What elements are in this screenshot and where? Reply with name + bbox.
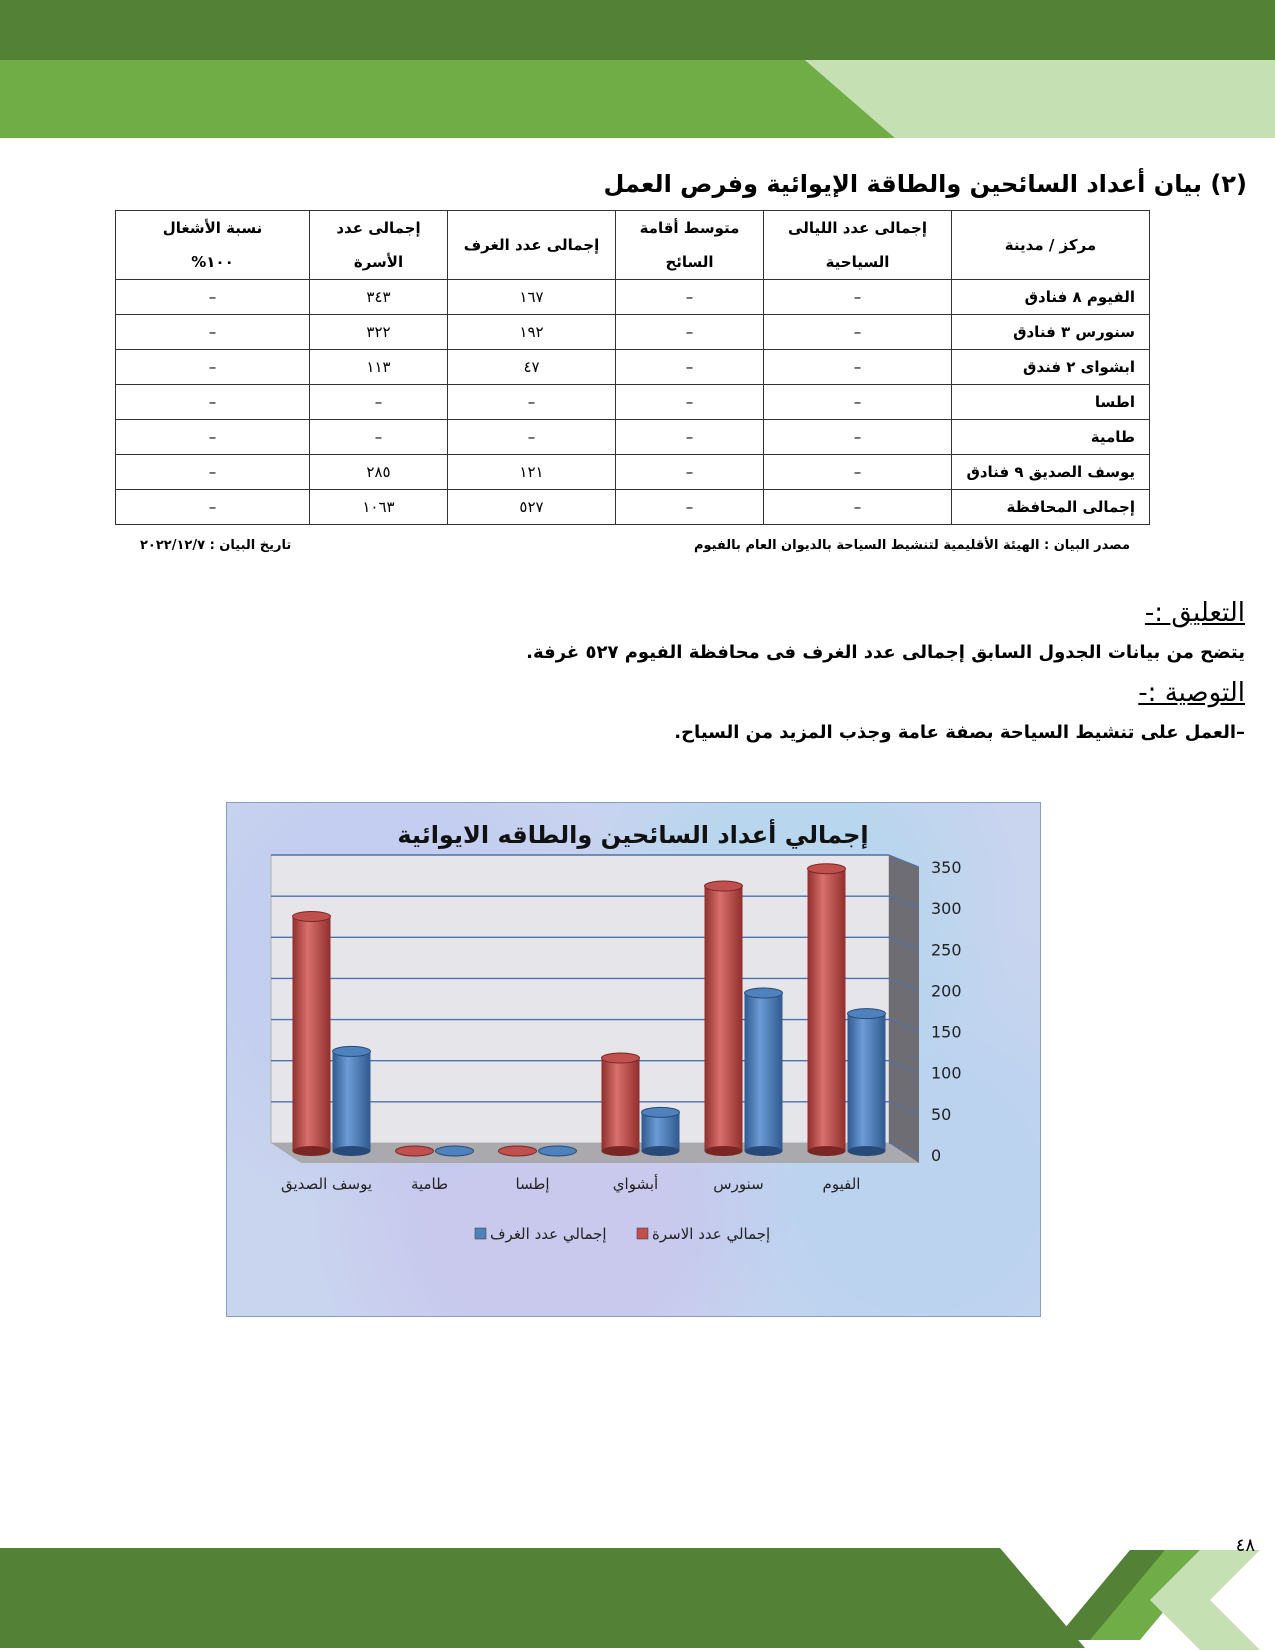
table-cell: – — [764, 350, 952, 385]
table-row — [116, 315, 1150, 350]
header-band — [0, 0, 1275, 140]
table-cell: – — [616, 385, 764, 420]
bar-beds — [602, 1058, 640, 1151]
bar-base — [293, 1146, 331, 1156]
bar-beds-zero — [396, 1146, 434, 1156]
page-number: ٤٨ — [1235, 1535, 1255, 1556]
recommendation-heading: التوصية :- — [1138, 678, 1245, 708]
table-body — [116, 280, 1150, 525]
legend-swatch — [475, 1228, 486, 1239]
table-cell: – — [764, 455, 952, 490]
tourism-table — [115, 210, 1150, 525]
header-line: السياحية — [825, 253, 890, 271]
header-line: إجمالى عدد — [336, 219, 421, 237]
comment-heading: التعليق :- — [1144, 598, 1245, 628]
header-line: السائح — [665, 253, 714, 271]
table-cell: – — [616, 350, 764, 385]
table-cell: – — [616, 490, 764, 525]
table-cell: ١٩٢ — [448, 315, 616, 350]
table-cell-city: اطسا — [952, 385, 1150, 420]
y-tick-label: 200 — [931, 981, 962, 1001]
table-cell: – — [116, 420, 310, 455]
table-cell: – — [764, 420, 952, 455]
bar-cap — [745, 988, 783, 998]
comment-text: يتضح من بيانات الجدول السابق إجمالى عدد الغرف فى محافظة الفيوم ٥٢٧ غرفة. — [526, 642, 1245, 663]
source-line — [140, 538, 1130, 558]
table-row — [116, 385, 1150, 420]
table-cell: – — [616, 455, 764, 490]
chart-title: إجمالي أعداد السائحين والطاقه الايوائية — [397, 821, 869, 849]
bar-base — [333, 1146, 371, 1156]
table-cell: ١٦٧ — [448, 280, 616, 315]
y-tick-label: 150 — [931, 1022, 962, 1042]
y-tick-label: 100 — [931, 1063, 962, 1083]
table-cell: ٢٨٥ — [310, 455, 448, 490]
bar-cap — [333, 1046, 371, 1056]
bar-rooms — [848, 1014, 886, 1151]
table-cell: ١٠٦٣ — [310, 490, 448, 525]
legend-label: إجمالي عدد الغرف — [490, 1225, 607, 1243]
table-cell: ١٢١ — [448, 455, 616, 490]
table-cell: – — [616, 420, 764, 455]
bar-rooms — [745, 993, 783, 1151]
table-row — [116, 280, 1150, 315]
table-cell: – — [116, 385, 310, 420]
bar-rooms-zero — [436, 1146, 474, 1156]
legend-swatch — [637, 1228, 648, 1239]
header-line: نسبة الأشغال — [162, 219, 263, 237]
header-dark-stripe — [0, 0, 1275, 60]
bar-base — [808, 1146, 846, 1156]
bar-cap — [808, 864, 846, 874]
header-line: متوسط أقامة — [639, 219, 740, 237]
bar-cap — [602, 1053, 640, 1063]
table-row — [116, 420, 1150, 455]
bar-base — [602, 1146, 640, 1156]
table-cell: ٤٧ — [448, 350, 616, 385]
header-avg-stay — [616, 211, 764, 280]
table-cell: – — [310, 385, 448, 420]
header-line: الأسرة — [353, 253, 404, 271]
table-cell: ٣٢٢ — [310, 315, 448, 350]
bar-rooms — [642, 1112, 680, 1151]
table-cell: – — [116, 455, 310, 490]
y-tick-label: 350 — [931, 858, 962, 877]
bar-rooms — [333, 1051, 371, 1151]
table-cell: – — [116, 315, 310, 350]
y-tick-label: 300 — [931, 899, 962, 919]
table-cell-city: طامية — [952, 420, 1150, 455]
table-cell: – — [764, 490, 952, 525]
date-text: تاريخ البيان : ٢٠٢٢/١٢/٧ — [140, 538, 292, 553]
x-tick-label: أبشواي — [612, 1175, 659, 1193]
header-line: ١٠٠% — [191, 253, 234, 271]
chart-side-wall — [889, 855, 919, 1163]
x-tick-label: يوسف الصديق — [280, 1175, 373, 1193]
bar-beds — [293, 916, 331, 1151]
bar-base — [705, 1146, 743, 1156]
header-city — [952, 211, 1150, 280]
header-nights — [764, 211, 952, 280]
table-cell: – — [764, 280, 952, 315]
header-beds — [310, 211, 448, 280]
table-cell-city: إجمالى المحافظة — [952, 490, 1150, 525]
bar-beds — [808, 869, 846, 1151]
x-tick-label: سنورس — [713, 1175, 764, 1193]
bar-base — [848, 1146, 886, 1156]
table-cell: – — [448, 385, 616, 420]
table-cell-city: يوسف الصديق ٩ فنادق — [952, 455, 1150, 490]
table-cell: – — [116, 350, 310, 385]
bar-cap — [705, 881, 743, 891]
table-cell: – — [764, 315, 952, 350]
section-title: (٢) بيان أعداد السائحين والطاقة الإيوائية وفرص العمل — [603, 170, 1247, 198]
footer-dark-stripe — [0, 1548, 1085, 1648]
x-tick-label: طامية — [410, 1175, 449, 1193]
table-row — [116, 350, 1150, 385]
bar-rooms-zero — [539, 1146, 577, 1156]
table-cell: ٣٤٣ — [310, 280, 448, 315]
bar-cap — [642, 1107, 680, 1117]
bar-beds-zero — [499, 1146, 537, 1156]
y-tick-label: 0 — [931, 1146, 942, 1165]
bar-cap — [848, 1009, 886, 1019]
table-row — [116, 490, 1150, 525]
table-cell: – — [116, 490, 310, 525]
table-cell: ٥٢٧ — [448, 490, 616, 525]
header-occupancy — [116, 211, 310, 280]
table-cell-city: ابشواى ٢ فندق — [952, 350, 1150, 385]
x-tick-label: الفيوم — [822, 1175, 861, 1193]
table-header-row — [116, 211, 1150, 280]
table-cell: – — [616, 280, 764, 315]
y-tick-label: 50 — [931, 1104, 952, 1124]
header-line: مركز / مدينة — [1004, 236, 1097, 254]
header-line: إجمالى عدد الليالى — [788, 219, 927, 237]
bar-base — [745, 1146, 783, 1156]
legend-label: إجمالي عدد الاسرة — [652, 1225, 771, 1243]
y-tick-label: 250 — [931, 940, 962, 960]
chart-container — [226, 802, 1041, 1317]
table-row — [116, 455, 1150, 490]
table-cell-city: سنورس ٣ فنادق — [952, 315, 1150, 350]
table-cell: – — [764, 385, 952, 420]
header-line: إجمالى عدد الغرف — [463, 236, 600, 254]
source-text: مصدر البيان : الهيئة الأقليمية لتنشيط السياحة بالديوان العام بالفيوم — [693, 538, 1130, 553]
header-mid-stripe — [0, 60, 895, 138]
x-tick-label: إطسا — [515, 1175, 550, 1193]
table-cell: – — [616, 315, 764, 350]
bar-beds — [705, 886, 743, 1151]
table-cell: – — [448, 420, 616, 455]
header-rooms — [448, 211, 616, 280]
bar-base — [642, 1146, 680, 1156]
bar-cap — [293, 911, 331, 921]
table-cell: – — [116, 280, 310, 315]
recommendation-text: –العمل على تنشيط السياحة بصفة عامة وجذب المزيد من السياح. — [674, 722, 1245, 743]
table-cell: ١١٣ — [310, 350, 448, 385]
footer-band — [0, 1530, 1275, 1650]
bar-chart — [227, 803, 1039, 1315]
table-cell: – — [310, 420, 448, 455]
table-cell-city: الفيوم ٨ فنادق — [952, 280, 1150, 315]
